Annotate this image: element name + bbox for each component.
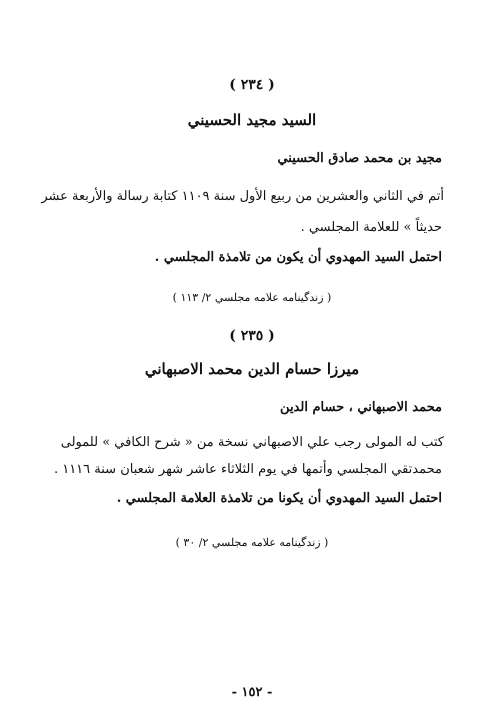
entry-heading: السيد مجيد الحسيني [187, 111, 317, 129]
entry-fullname: مجيد بن محمد صادق الحسيني [277, 151, 442, 166]
entry-heading: ميرزا حسام الدين محمد الاصبهاني [144, 360, 360, 378]
entry-text-line: حديثاً » للعلامة المجلسي . [300, 220, 442, 235]
entry-source: ( زندگينامه علامه مجلسي ٢/ ١١٣ ) [172, 291, 332, 304]
entry-note: احتمل السيد المهدوي أن يكون من تلامذة المجلسي . [154, 250, 442, 265]
entry-note: احتمل السيد المهدوي أن يكونا من تلامذة العلامة المجلسي . [116, 491, 442, 506]
page-number: - ١٥٢ - [231, 685, 273, 700]
entry-source: ( زندگينامه علامه مجلسي ٢/ ٣٠ ) [175, 536, 329, 549]
entry-text-line: محمدتقي المجلسي وأتمها في يوم الثلاثاء عاشر شهر شعبان سنة ١١١٦ . [53, 462, 442, 477]
entry-text-line: أتم في الثاني والعشرين من ربيع الأول سنة ١١٠٩ كتابة رسالة والأربعة عشر [41, 189, 444, 204]
entry-number: ( ٢٣٥ ) [229, 328, 275, 344]
entry-fullname: محمد الاصبهاني ، حسام الدين [280, 400, 442, 415]
entry-number: ( ٢٣٤ ) [229, 77, 275, 93]
entry-text-line: كتب له المولى رجب علي الاصبهاني نسخة من « شرح الكافي » للمولى [60, 435, 444, 450]
